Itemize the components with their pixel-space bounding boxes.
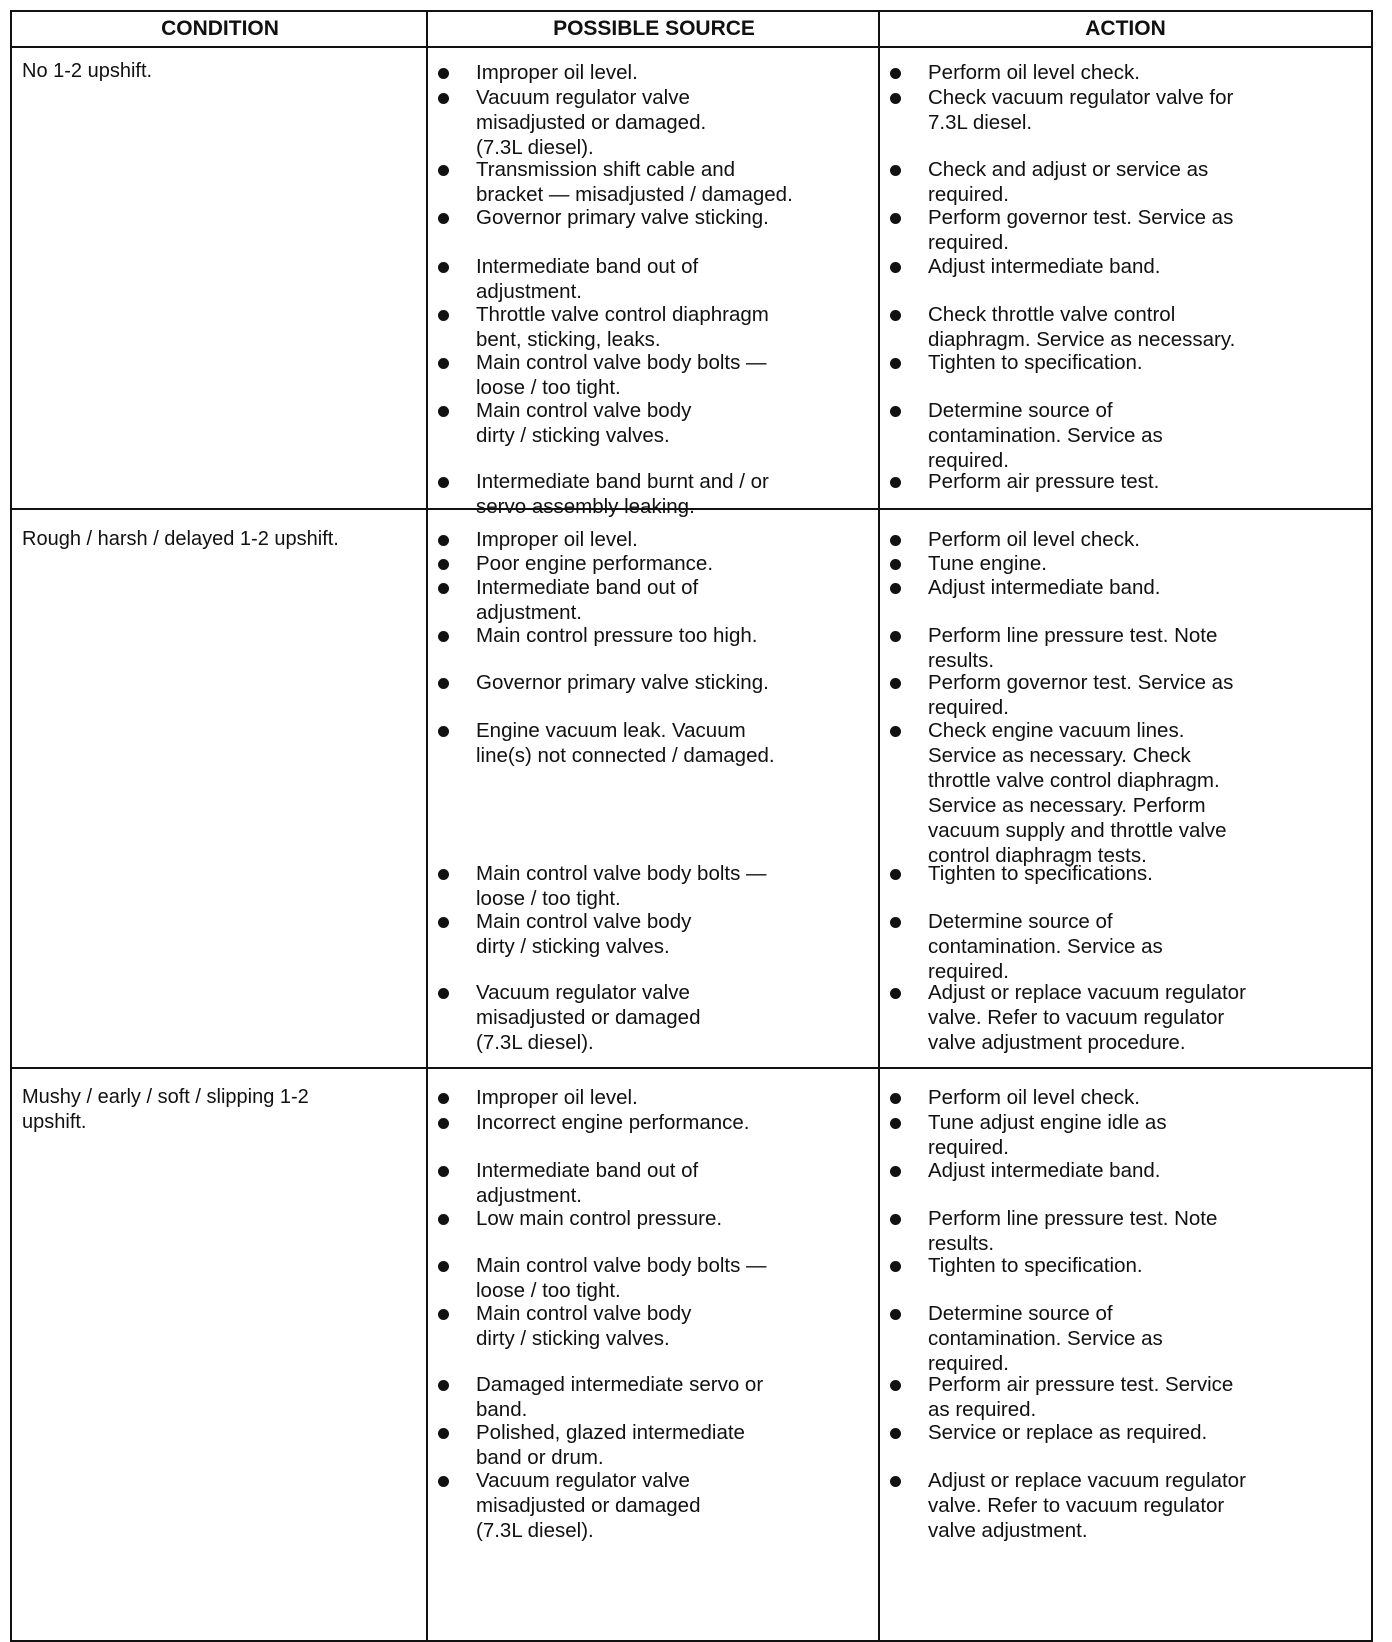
action-list: Perform oil level check. Tune adjust engine idle as required. Adjust intermediate band. Perform line pressure test. Note results. Tighten to specification. Determine source of contamination. Service as required. Perform air pressure test. Service as required. Service or replace as required. Adjust or replace vacuum regulator valve. Refer to vacuum regulator valve adjustment.	[890, 12, 1363, 13]
bullet-icon	[890, 165, 901, 176]
bullet-icon	[890, 583, 901, 594]
action-list: Perform oil level check. Check vacuum regulator valve for 7.3L diesel. Check and adjust or service as required. Perform governor test. Service as required. Adjust intermediate band. Check throttle valve control diaphragm. Service as necessary. Tighten to specification. Determine source of contamination. Service as required. Perform air pressure test.	[890, 12, 1363, 13]
bullet-icon	[890, 262, 901, 273]
bullet-icon	[890, 1166, 901, 1177]
bullet-icon	[438, 917, 449, 928]
bullet-icon	[890, 1428, 901, 1439]
bullet-icon	[890, 726, 901, 737]
bullet-icon	[438, 535, 449, 546]
bullet-icon	[438, 1118, 449, 1129]
bullet-icon	[438, 1166, 449, 1177]
bullet-icon	[438, 1261, 449, 1272]
bullet-icon	[438, 68, 449, 79]
header-possible-source: POSSIBLE SOURCE	[428, 12, 880, 48]
bullet-icon	[890, 477, 901, 488]
row-divider	[12, 1067, 1371, 1069]
action-list: Perform oil level check. Tune engine. Adjust intermediate band. Perform line pressure test. Note results. Perform governor test. Service as required. Check engine vacuum lines. Service as necessary. Check throttle valve control diaphragm. Service as necessary. Perform vacuum supply and throttle valve control diaphragm tests. Tighten to specifications. Determine source of contamination. Service as required. Adjust or replace vacuum regulator valve. Refer to vacuum regulator valve adjustment procedure.	[890, 12, 1363, 13]
bullet-icon	[438, 1476, 449, 1487]
header-condition: CONDITION	[12, 12, 428, 48]
bullet-icon	[438, 406, 449, 417]
bullet-icon	[890, 310, 901, 321]
bullet-icon	[890, 358, 901, 369]
bullet-icon	[438, 678, 449, 689]
bullet-icon	[890, 1214, 901, 1225]
bullet-icon	[890, 1380, 901, 1391]
source-list: Improper oil level. Incorrect engine performance. Intermediate band out of adjustment. Low main control pressure. Main control valve body bolts — loose / too tight. Main control valve body dirty / sticking valves. Damaged intermediate servo or band. Polished, glazed intermediate band or drum. Vacuum regulator valve misadjusted or damaged (7.3L diesel).	[438, 12, 874, 13]
header-action: ACTION	[880, 12, 1371, 48]
bullet-icon	[890, 631, 901, 642]
bullet-icon	[890, 917, 901, 928]
bullet-icon	[890, 1093, 901, 1104]
bullet-icon	[890, 1118, 901, 1129]
troubleshooting-table	[10, 10, 1373, 1642]
bullet-icon	[890, 1261, 901, 1272]
bullet-icon	[438, 559, 449, 570]
bullet-icon	[438, 262, 449, 273]
bullet-icon	[438, 1380, 449, 1391]
bullet-icon	[438, 988, 449, 999]
bullet-icon	[438, 310, 449, 321]
bullet-icon	[438, 477, 449, 488]
bullet-icon	[438, 165, 449, 176]
bullet-icon	[438, 1309, 449, 1320]
bullet-icon	[438, 358, 449, 369]
bullet-icon	[438, 726, 449, 737]
bullet-icon	[438, 869, 449, 880]
bullet-icon	[890, 1476, 901, 1487]
bullet-icon	[890, 213, 901, 224]
condition-cell: No 1-2 upshift.	[22, 60, 153, 82]
condition-cell: Mushy / early / soft / slipping 1-2 upshift.	[22, 1086, 309, 1133]
bullet-icon	[890, 93, 901, 104]
bullet-icon	[890, 406, 901, 417]
bullet-icon	[438, 631, 449, 642]
bullet-icon	[890, 68, 901, 79]
bullet-icon	[438, 1214, 449, 1225]
bullet-icon	[438, 1428, 449, 1439]
bullet-icon	[438, 1093, 449, 1104]
bullet-icon	[890, 535, 901, 546]
bullet-icon	[438, 583, 449, 594]
bullet-icon	[890, 1309, 901, 1320]
bullet-icon	[890, 869, 901, 880]
bullet-icon	[438, 213, 449, 224]
source-list: Improper oil level. Vacuum regulator valve misadjusted or damaged. (7.3L diesel). Transmission shift cable and bracket — misadjusted / damaged. Governor primary valve sticking. Intermediate band out of adjustment. Throttle valve control diaphragm bent, sticking, leaks. Main control valve body bolts — loose / too tight. Main control valve body dirty / sticking valves. Intermediate band burnt and / or servo assembly leaking.	[438, 12, 874, 13]
bullet-icon	[890, 678, 901, 689]
column-divider	[878, 12, 880, 1640]
column-divider	[426, 12, 428, 1640]
bullet-icon	[890, 988, 901, 999]
condition-cell: Rough / harsh / delayed 1-2 upshift.	[22, 528, 339, 550]
source-list: Improper oil level. Poor engine performance. Intermediate band out of adjustment. Main control pressure too high. Governor primary valve sticking. Engine vacuum leak. Vacuum line(s) not connected / damaged. Main control valve body bolts — loose / too tight. Main control valve body dirty / sticking valves. Vacuum regulator valve misadjusted or damaged (7.3L diesel).	[438, 12, 874, 13]
bullet-icon	[890, 559, 901, 570]
bullet-icon	[438, 93, 449, 104]
